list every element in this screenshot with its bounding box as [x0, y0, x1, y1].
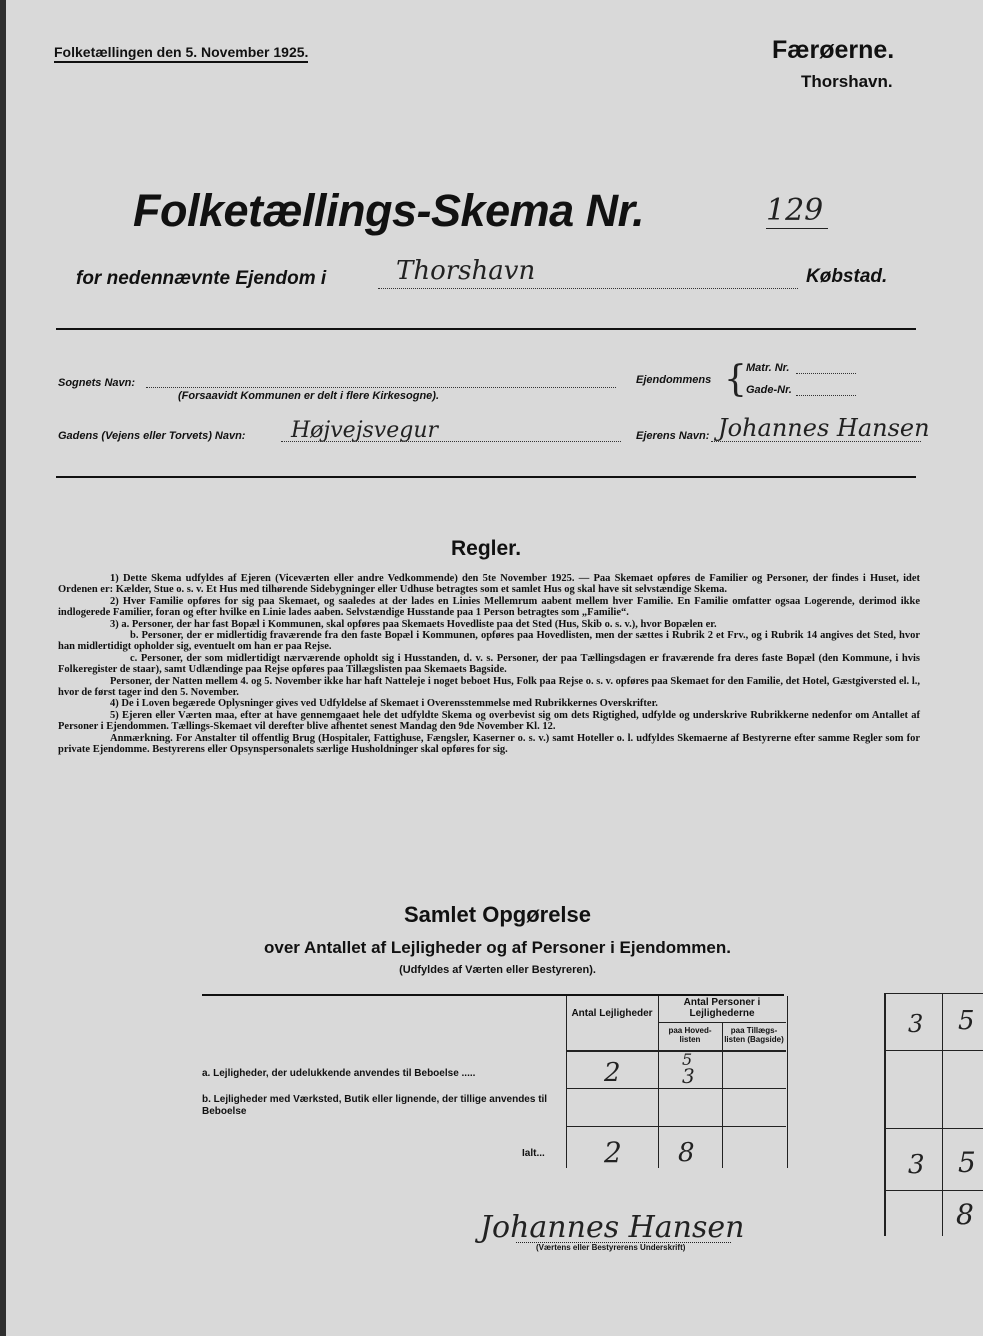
- side-r1c1: 3: [908, 1010, 924, 1038]
- property-label: Ejendommens: [636, 374, 712, 386]
- form-title: Folketællings-Skema Nr.: [133, 185, 645, 236]
- form-subtitle-suffix: Købstad.: [806, 266, 888, 287]
- region-name: Færøerne.: [772, 36, 895, 64]
- col-main-list-header: paa Hoved-listen: [668, 1026, 712, 1044]
- town-handwritten: Thorshavn: [396, 256, 536, 286]
- form-number-handwritten: 129: [766, 193, 828, 229]
- rule-3b: b. Personer, der er midlertidig fraværende fra den faste Bopæl i Kommunen, opføres paa Hovedlisten, men der sættes i Rubrik 2 et Frv., og i Rubrik 14 angives det Sted, hvor han midlertidigt opholder sig, eventuelt om han er paa Rejse.: [58, 630, 920, 653]
- a-main-value: 3: [682, 1064, 695, 1088]
- census-date: Folketællingen den 5. November 1925.: [54, 44, 308, 63]
- divider-top: [56, 328, 916, 330]
- gade-label: Gade-Nr.: [746, 384, 792, 396]
- signature-caption: (Værtens eller Bestyrerens Underskrift): [536, 1243, 686, 1252]
- rule-3c: c. Personer, der som midlertidigt nærværende opholdt sig i Husstanden, d. v. s. Personer, der paa Tællingsdagen er fraværende fra deres faste Bopæl (den Kommune, i hvis Folkeregister de staar), samt Udlændinge paa Rejse opføres paa Tillægslisten paa Skemaets Bagside.: [58, 652, 920, 676]
- rule-note: Anmærkning. For Anstalter til offentlig Brug (Hospitaler, Fattighuse, Fængsler, Kaserner o. s. v.) samt Hoteller o. l. udfyldes Skemaerne af Bestyrerne efter samme Regler som for private Ejendomme. Bestyrerens eller Opsynspersonalets særlige Husholdninger skal opføres for sig.: [58, 732, 920, 756]
- town-name: Thorshavn.: [801, 72, 893, 91]
- rule-3a: 3) a. Personer, der har fast Bopæl i Kommunen, skal opføres paa Skemaets Hovedliste paa det Sted (Hus, Skib o. s. v.), hvor Bopælen er.: [110, 618, 717, 630]
- total-main-value: 8: [678, 1138, 695, 1168]
- parish-note: (Forsaavidt Kommunen er delt i flere Kirkesogne).: [178, 390, 440, 402]
- street-value: Højvejsvegur: [291, 418, 439, 443]
- street-label: Gadens (Vejens eller Torvets) Navn:: [58, 430, 246, 442]
- property-brace: {: [724, 359, 747, 400]
- row-total-label: Ialt...: [522, 1148, 545, 1159]
- divider-mid: [56, 476, 916, 478]
- col-supp-list-header: paa Tillægs-listen (Bagside): [724, 1026, 784, 1044]
- rule-2: 2) Hver Familie opføres for sig paa Skemaet, og saaledes at der lades en Linies Mellemrum aabent mellem hver Familie. En Familie omfatter ogsaa Logerende, derimod ikke indlogerede Familier, foran og efter hvilke en Linie lades aaben. Selvstændige Husstande paa 1 Person betragtes som „Familie“.: [58, 595, 920, 619]
- signature: Johannes Hansen: [480, 1210, 745, 1245]
- col-persons-header: Antal Personer i Lejlighederne: [683, 997, 761, 1019]
- summary-subtitle: over Antallet af Lejligheder og af Personer i Ejendommen.: [264, 938, 731, 957]
- a-apartments-value: 2: [604, 1058, 621, 1088]
- rule-5: 5) Ejeren eller Værten maa, efter at have gennemgaaet hele det udfyldte Skema og overbevist sig om dets Rigtighed, udfylde og underskrive Rubrikkerne nedenfor om Antallet af Personer i Ejendommen. Tællings-Skemaet vil derefter blive afhentet senest Mandag den 9de November Kl. 12.: [58, 709, 920, 733]
- col-apartments-header: Antal Lejligheder: [571, 1008, 653, 1019]
- owner-value: Johannes Hansen: [718, 414, 930, 442]
- side-r1c2: 5: [958, 1006, 975, 1036]
- a-main-top-value: 5: [682, 1050, 693, 1069]
- side-r3c2: 5: [958, 1146, 976, 1179]
- form-subtitle-prefix: for nedennævnte Ejendom i: [76, 268, 327, 289]
- total-apartments-value: 2: [604, 1136, 622, 1169]
- side-r4c2: 8: [956, 1198, 974, 1231]
- summary-instruction: (Udfyldes af Værten eller Bestyreren).: [399, 964, 596, 976]
- row-a-label: a. Lejligheder, der udelukkende anvendes til Beboelse .....: [202, 1068, 476, 1079]
- parish-label: Sognets Navn:: [58, 377, 136, 389]
- rule-3d: Personer, der Natten mellem 4. og 5. November ikke har haft Natteleje i noget beboet Hus, Folk paa Rejse o. s. v. opføres paa Skemaet for den Familie, det Hotel, Gæstgiversted el. l., hvor de først tager ind den 5. November.: [58, 675, 920, 699]
- owner-label: Ejerens Navn:: [636, 430, 710, 442]
- side-r3c1: 3: [908, 1150, 925, 1180]
- rule-1: 1) Dette Skema udfyldes af Ejeren (Viceværten eller andre Vedkommende) den 5te November 1925. — Paa Skemaet opføres de Familier og Personer, der findes i Huset, idet Ordenen er: Kælder, Stue o. s. v. Et Hus med tilhørende Sidebygninger eller Udhuse betragtes som et samlet Hus og skal have sit selvstændige Skema.: [58, 573, 920, 596]
- rules-text: [58, 573, 920, 756]
- census-form-page: [6, 0, 983, 1336]
- summary-title: Samlet Opgørelse: [403, 902, 592, 927]
- rules-heading: Regler.: [451, 537, 522, 560]
- rule-4: 4) De i Loven begærede Oplysninger gives ved Udfyldelse af Skemaet i Overensstemmelse med Rubrikkernes Overskrifter.: [110, 698, 658, 710]
- row-b-label: b. Lejligheder med Værksted, Butik eller lignende, der tillige anvendes til Beboelse: [202, 1094, 548, 1117]
- matr-label: Matr. Nr.: [746, 362, 790, 374]
